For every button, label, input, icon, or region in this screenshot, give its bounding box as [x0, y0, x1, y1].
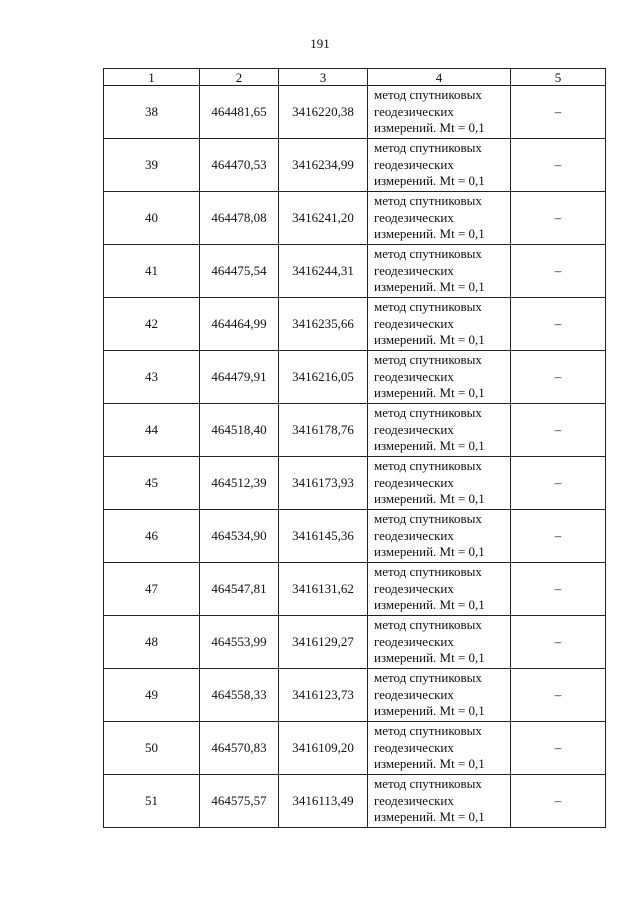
note-cell: – [511, 775, 606, 828]
method-line: метод спутниковых [374, 246, 482, 262]
method-line: геодезических [374, 315, 454, 331]
table-row [104, 722, 606, 775]
x-coordinate-cell: 464512,39 [200, 457, 279, 510]
point-number-cell: 51 [104, 775, 200, 828]
point-number-cell: 40 [104, 192, 200, 245]
header-col-1: 1 [104, 69, 200, 86]
header-col-3: 3 [279, 69, 368, 86]
point-number-cell: 42 [104, 298, 200, 351]
y-coordinate-cell: 3416216,05 [279, 351, 368, 404]
method-line: измерений. Mt = 0,1 [374, 120, 485, 136]
page-number: 191 [310, 36, 330, 51]
method-line: геодезических [374, 580, 454, 596]
method-line: метод спутниковых [374, 511, 482, 527]
header-col-2: 2 [200, 69, 279, 86]
method-line: метод спутниковых [374, 87, 482, 103]
method-line: измерений. Mt = 0,1 [374, 226, 485, 242]
y-coordinate-cell: 3416123,73 [279, 669, 368, 722]
note-cell: – [511, 563, 606, 616]
method-cell [368, 722, 511, 775]
method-line: геодезических [374, 792, 454, 808]
method-cell [368, 298, 511, 351]
method-line: геодезических [374, 421, 454, 437]
method-line: геодезических [374, 262, 454, 278]
table-row [104, 510, 606, 563]
note-cell: – [511, 139, 606, 192]
method-line: геодезических [374, 209, 454, 225]
method-line: геодезических [374, 739, 454, 755]
method-cell [368, 139, 511, 192]
point-number-cell: 46 [104, 510, 200, 563]
header-row [104, 69, 606, 86]
method-line: измерений. Mt = 0,1 [374, 173, 485, 189]
method-line: геодезических [374, 633, 454, 649]
x-coordinate-cell: 464553,99 [200, 616, 279, 669]
method-cell [368, 563, 511, 616]
point-number-cell: 43 [104, 351, 200, 404]
method-line: геодезических [374, 474, 454, 490]
y-coordinate-cell: 3416129,27 [279, 616, 368, 669]
method-line: измерений. Mt = 0,1 [374, 279, 485, 295]
method-line: измерений. Mt = 0,1 [374, 491, 485, 507]
note-cell: – [511, 192, 606, 245]
note-cell: – [511, 351, 606, 404]
note-cell: – [511, 510, 606, 563]
point-number-cell: 38 [104, 86, 200, 139]
x-coordinate-cell: 464478,08 [200, 192, 279, 245]
y-coordinate-cell: 3416241,20 [279, 192, 368, 245]
y-coordinate-cell: 3416173,93 [279, 457, 368, 510]
x-coordinate-cell: 464479,91 [200, 351, 279, 404]
method-line: измерений. Mt = 0,1 [374, 650, 485, 666]
x-coordinate-cell: 464575,57 [200, 775, 279, 828]
method-line: геодезических [374, 156, 454, 172]
method-cell [368, 457, 511, 510]
point-number-cell: 45 [104, 457, 200, 510]
y-coordinate-cell: 3416113,49 [279, 775, 368, 828]
method-line: геодезических [374, 103, 454, 119]
method-line: метод спутниковых [374, 299, 482, 315]
point-number-cell: 48 [104, 616, 200, 669]
note-cell: – [511, 669, 606, 722]
method-line: метод спутниковых [374, 405, 482, 421]
method-cell [368, 192, 511, 245]
y-coordinate-cell: 3416220,38 [279, 86, 368, 139]
table-row [104, 563, 606, 616]
point-number-cell: 39 [104, 139, 200, 192]
method-line: геодезических [374, 527, 454, 543]
method-line: метод спутниковых [374, 776, 482, 792]
method-cell [368, 669, 511, 722]
method-line: метод спутниковых [374, 193, 482, 209]
x-coordinate-cell: 464570,83 [200, 722, 279, 775]
table-row [104, 86, 606, 139]
note-cell: – [511, 298, 606, 351]
method-line: измерений. Mt = 0,1 [374, 438, 485, 454]
x-coordinate-cell: 464481,65 [200, 86, 279, 139]
table-header [104, 69, 606, 86]
method-line: измерений. Mt = 0,1 [374, 756, 485, 772]
method-line: измерений. Mt = 0,1 [374, 332, 485, 348]
method-line: метод спутниковых [374, 564, 482, 580]
coordinates-table [103, 68, 606, 828]
y-coordinate-cell: 3416131,62 [279, 563, 368, 616]
note-cell: – [511, 245, 606, 298]
table-row [104, 616, 606, 669]
method-line: измерений. Mt = 0,1 [374, 385, 485, 401]
table-row [104, 669, 606, 722]
x-coordinate-cell: 464534,90 [200, 510, 279, 563]
note-cell: – [511, 404, 606, 457]
table-row [104, 245, 606, 298]
x-coordinate-cell: 464547,81 [200, 563, 279, 616]
method-line: метод спутниковых [374, 617, 482, 633]
method-line: измерений. Mt = 0,1 [374, 809, 485, 825]
table-row [104, 457, 606, 510]
y-coordinate-cell: 3416109,20 [279, 722, 368, 775]
method-line: метод спутниковых [374, 140, 482, 156]
x-coordinate-cell: 464475,54 [200, 245, 279, 298]
method-line: измерений. Mt = 0,1 [374, 703, 485, 719]
x-coordinate-cell: 464464,99 [200, 298, 279, 351]
method-line: геодезических [374, 686, 454, 702]
point-number-cell: 50 [104, 722, 200, 775]
y-coordinate-cell: 3416178,76 [279, 404, 368, 457]
method-line: метод спутниковых [374, 670, 482, 686]
method-cell [368, 86, 511, 139]
method-line: измерений. Mt = 0,1 [374, 544, 485, 560]
table-row [104, 298, 606, 351]
point-number-cell: 47 [104, 563, 200, 616]
table-row [104, 775, 606, 828]
method-cell [368, 404, 511, 457]
method-line: метод спутниковых [374, 352, 482, 368]
table-row [104, 404, 606, 457]
method-line: метод спутниковых [374, 723, 482, 739]
note-cell: – [511, 457, 606, 510]
note-cell: – [511, 86, 606, 139]
x-coordinate-cell: 464518,40 [200, 404, 279, 457]
table-row [104, 192, 606, 245]
method-cell [368, 245, 511, 298]
note-cell: – [511, 616, 606, 669]
point-number-cell: 44 [104, 404, 200, 457]
point-number-cell: 49 [104, 669, 200, 722]
header-col-5: 5 [511, 69, 606, 86]
header-col-4: 4 [368, 69, 511, 86]
method-cell [368, 616, 511, 669]
method-cell [368, 775, 511, 828]
y-coordinate-cell: 3416244,31 [279, 245, 368, 298]
y-coordinate-cell: 3416235,66 [279, 298, 368, 351]
note-cell: – [511, 722, 606, 775]
table-row [104, 351, 606, 404]
x-coordinate-cell: 464470,53 [200, 139, 279, 192]
y-coordinate-cell: 3416234,99 [279, 139, 368, 192]
x-coordinate-cell: 464558,33 [200, 669, 279, 722]
method-line: измерений. Mt = 0,1 [374, 597, 485, 613]
point-number-cell: 41 [104, 245, 200, 298]
method-cell [368, 351, 511, 404]
method-line: метод спутниковых [374, 458, 482, 474]
y-coordinate-cell: 3416145,36 [279, 510, 368, 563]
method-line: геодезических [374, 368, 454, 384]
table-body [104, 86, 606, 828]
table-row [104, 139, 606, 192]
method-cell [368, 510, 511, 563]
